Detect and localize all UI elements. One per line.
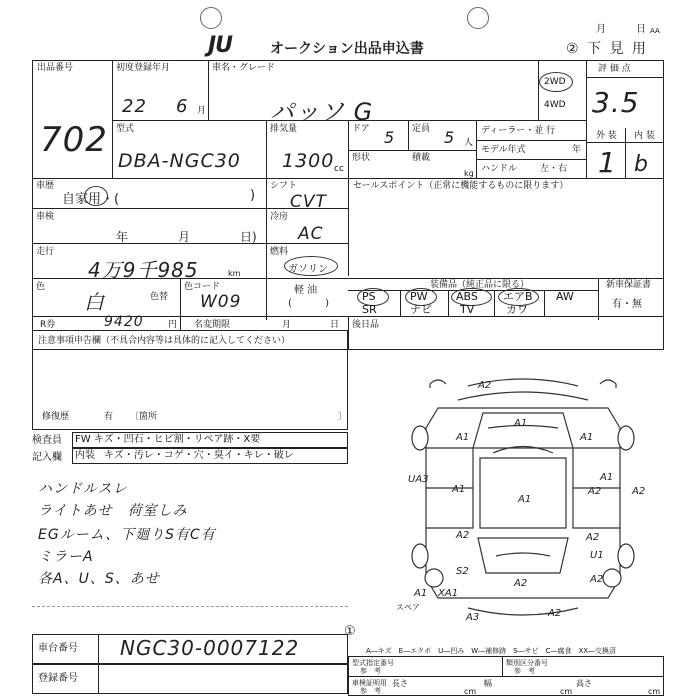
first-reg-label: 初度登録年月 (116, 63, 171, 73)
note-line: 各A、U、S、あせ (38, 571, 160, 587)
damage-mark: A1 (456, 432, 470, 443)
first-reg-month: 6 (176, 96, 189, 117)
history-close: ) (250, 188, 256, 203)
type-cert-ref: 参 考 (360, 667, 381, 675)
name-change-month: 月 (282, 320, 292, 330)
damage-mark: A1 (518, 494, 532, 505)
cert-label: 車検証明用 (352, 679, 387, 687)
score-label: 評 価 点 (598, 64, 631, 74)
punch-hole (200, 7, 222, 29)
color-code-value: W09 (200, 292, 242, 312)
note-line: ミラーA (38, 549, 94, 565)
score-value: 3.5 (592, 86, 640, 119)
name-change-label: 名変期限 (194, 320, 231, 330)
width-label: 幅 (484, 679, 492, 688)
interior-label: 内 装 (634, 131, 655, 141)
handle-value: 左・右 (540, 164, 568, 174)
length-label: 長さ (392, 679, 408, 688)
damage-mark: A2 (548, 608, 562, 619)
name-change-day: 日 (330, 320, 340, 330)
drive-circle (539, 72, 573, 92)
equip-label: 装備品（純正品に限る） (430, 280, 530, 290)
exterior-label: 外 装 (596, 131, 617, 141)
model-year-unit: 年 (572, 145, 582, 155)
length-cm: cm (464, 687, 477, 696)
inspect-year: 年 (116, 230, 129, 244)
width-cm: cm (560, 687, 573, 696)
form-title: オークション出品申込書 (270, 41, 424, 57)
damage-mark: XA1 (438, 588, 459, 599)
lot-no-value: 702 (40, 120, 108, 160)
sales-label: セールスポイント（正常に機能するものに限ります） (353, 181, 569, 191)
damage-mark: U1 (590, 550, 604, 561)
reg-box (32, 664, 348, 694)
header-month: 月 (596, 24, 606, 35)
color-label: 色 (36, 282, 46, 292)
height-label: 高さ (576, 679, 592, 688)
check-row-2: キズ・汚レ・コゲ・穴・臭イ・キレ・破レ (104, 450, 294, 461)
chassis-label: 車台番号 (38, 643, 78, 654)
header-day: 日 (636, 24, 646, 35)
chassis-value: NGC30-0007122 (120, 636, 300, 660)
color-code-label: 色コード (184, 282, 221, 292)
damage-mark: A2 (456, 530, 470, 541)
class-ref: 参 考 (514, 667, 535, 675)
name-value: パッソ G (270, 98, 374, 126)
damage-mark: A3 (466, 612, 480, 623)
exterior-value: 1 (598, 146, 617, 179)
note-line: EGルーム、下廻りS有C有 (38, 527, 216, 543)
fuel-value-1: ガソリン (288, 264, 328, 275)
load-label: 積載 (412, 153, 431, 163)
damage-mark: S2 (456, 566, 469, 577)
equipment-item: ABS (456, 290, 478, 303)
inspect-label: 車検 (36, 212, 55, 222)
note-line: ライトあせ 荷室しみ (38, 503, 188, 519)
repair-label: 修復歴 (42, 412, 70, 422)
disp-label: 排気量 (270, 124, 298, 134)
class-label: 類別区分番号 (506, 659, 548, 667)
damage-mark: A2 (586, 532, 600, 543)
model-year-label: モデル年式 (481, 145, 526, 155)
mileage-value: 4万9千985 (88, 258, 199, 282)
repair-close: 〕 (338, 412, 348, 422)
check-row-1: FW キズ・凹石・ヒビ割・リペア跡・X要 (75, 434, 261, 445)
mileage-label: 走行 (36, 247, 55, 257)
shitami-label: ② 下 見 用 (566, 41, 648, 57)
disp-value: 1300 (282, 150, 335, 172)
damage-mark: A1 (580, 432, 594, 443)
history-value: 自家用・( (62, 192, 120, 207)
damage-mark: A2 (588, 486, 602, 497)
fuel-value-2: 軽 油 (294, 285, 318, 296)
inspect-day: 日) (240, 230, 257, 244)
damage-mark: A1 (414, 588, 428, 599)
equipment-item: TV (460, 303, 475, 316)
capacity-value: 5 (444, 128, 456, 147)
new-guarantee-label: 新車保証書 (606, 280, 652, 290)
type-cert-label: 型式指定番号 (352, 659, 394, 667)
damage-mark: UA3 (408, 474, 429, 485)
first-reg-year: 22 (122, 96, 147, 117)
damage-mark: A1 (600, 472, 614, 483)
height-cm: cm (648, 687, 661, 696)
entry-label: 記入欄 (32, 452, 62, 463)
month-suffix: 月 (197, 106, 207, 116)
damage-mark: A2 (590, 574, 604, 585)
ac-label: 冷房 (270, 212, 289, 222)
recycle-label: R券 (40, 320, 56, 330)
color-change-label: 色替 (150, 292, 169, 302)
header-aa: AA (650, 27, 660, 35)
punch-hole (467, 7, 489, 29)
load-unit: kg (464, 169, 474, 178)
mileage-unit: km (228, 269, 241, 278)
equipment-item: PW (410, 290, 428, 303)
fuel-label: 燃料 (270, 247, 289, 257)
damage-mark: A2 (478, 380, 492, 391)
dealer-label: ディーラー・並 行 (481, 126, 556, 136)
interior-value: b (634, 152, 649, 177)
notes-label: 注意事項申告欄（不具合内容等は具体的に記入してください） (38, 336, 291, 346)
new-guarantee-value: 有・無 (612, 299, 642, 310)
repair-place: 〔箇所 (130, 412, 158, 422)
model-value: DBA-NGC30 (118, 150, 241, 172)
door-label: ドア (352, 124, 370, 134)
recycle-value: 9420 (104, 314, 144, 330)
fuel-circle (284, 256, 338, 276)
model-label: 型式 (116, 124, 135, 134)
ac-value: AC (298, 224, 324, 244)
fuel-paren: ( ) (288, 298, 329, 309)
check-row-2-label: 内装 (75, 450, 95, 461)
damage-mark: A2 (632, 486, 646, 497)
recycle-unit: 円 (168, 320, 178, 330)
damage-mark: A1 (452, 484, 466, 495)
drive-4wd: 4WD (544, 100, 566, 110)
rear-label: 後日品 (352, 320, 380, 330)
name-label: 車名・グレード (212, 63, 276, 73)
cert-ref: 参 考 (360, 687, 381, 695)
damage-legend: A―キズ E―エクボ U―凹み W―補修跡 S―サビ C―腐食 XX―交換済 (366, 647, 617, 655)
door-value: 5 (384, 128, 396, 147)
capacity-unit: 人 (464, 138, 474, 148)
damage-mark: A1 (514, 418, 528, 429)
chassis-mark: ① (344, 624, 356, 639)
reg-label: 登録番号 (38, 673, 78, 684)
note-line: ハンドルスレ (38, 481, 128, 497)
damage-mark: A2 (514, 578, 528, 589)
logo: JU (208, 33, 233, 58)
shift-value: CVT (290, 192, 327, 212)
equipment-item: SR (362, 303, 377, 316)
disp-unit: cc (334, 164, 344, 174)
equipment-item: カワ (506, 303, 528, 316)
capacity-label: 定員 (412, 124, 431, 134)
history-label: 車歴 (36, 181, 55, 191)
handle-label: ハンドル (481, 164, 518, 174)
equipment-item: PS (362, 290, 376, 303)
shift-label: シフト (270, 181, 298, 191)
inspect-month: 月 (178, 230, 191, 244)
shape-label: 形状 (352, 153, 371, 163)
equipment-item: ナビ (410, 303, 432, 316)
equipment-item: エアB (503, 290, 533, 303)
inspector-label: 検査員 (32, 435, 62, 446)
equipment-item: AW (556, 290, 574, 303)
history-circle (84, 186, 108, 206)
spare-label: スペア (396, 603, 420, 612)
repair-value: 有 (104, 412, 114, 422)
color-value: 白 (84, 290, 105, 314)
drive-2wd: 2WD (544, 77, 566, 87)
lot-no-label: 出品番号 (37, 63, 74, 73)
